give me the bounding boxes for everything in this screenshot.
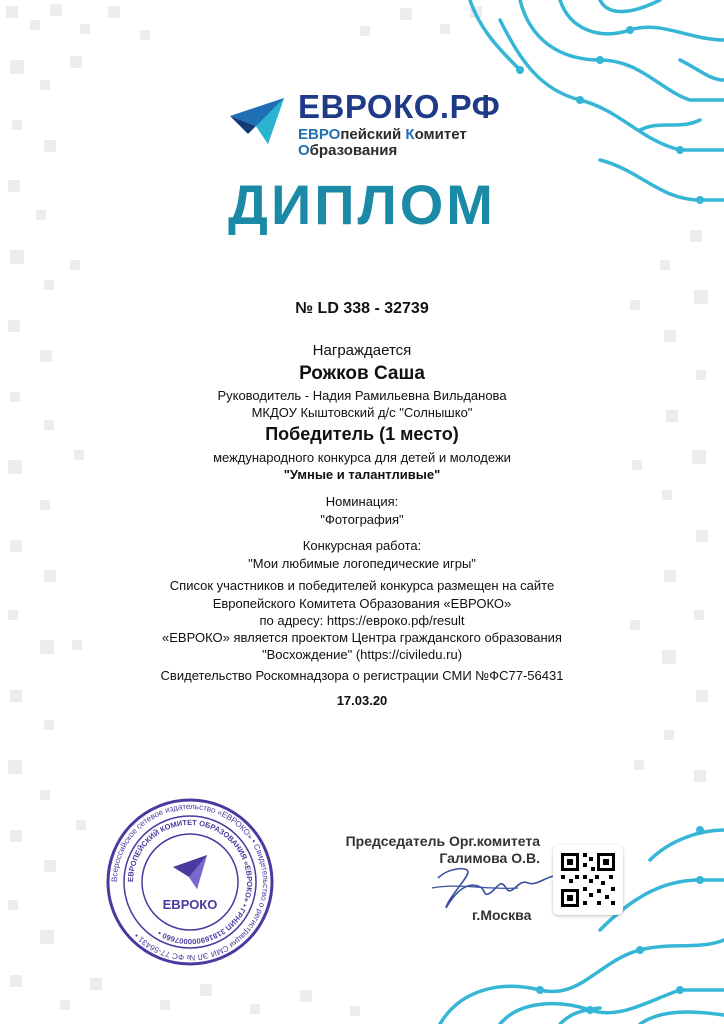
logo-sub-part: омитет	[414, 126, 467, 143]
recipient-name: Рожков Саша	[299, 363, 425, 384]
logo-sub-part: пейский	[340, 126, 406, 143]
signer-name: Галимова О.В.	[439, 850, 540, 866]
qr-code[interactable]	[553, 845, 623, 915]
logo-sub-part: О	[298, 142, 310, 159]
contest-description: международного конкурса для детей и молодежи	[213, 450, 511, 465]
evroko-logo	[228, 88, 508, 158]
stamp-outer-text: Всероссийское сетевое издательство «ЕВРОКО» • Свидетельство о регистрации СМИ ЭЛ № ФС 77-56431 •	[109, 801, 271, 963]
logo-sub-part: бразования	[309, 142, 398, 159]
organization-stamp	[105, 797, 275, 967]
nomination-value: "Фотография"	[320, 512, 404, 527]
info-line: по адресу: https://евроко.рф/result	[259, 613, 465, 628]
info-line: "Восхождение" (https://civiledu.ru)	[261, 647, 463, 662]
work-value: "Мои любимые логопедические игры"	[248, 556, 476, 571]
supervisor-line: Руководитель - Надия Рамильевна Вильданова	[217, 388, 507, 403]
logo-sub-part: ЕВРО	[298, 126, 341, 143]
top-right-brain-lines	[470, 0, 724, 200]
info-line: Европейского Комитета Образования «ЕВРОКО»	[212, 596, 512, 611]
logo-subtitle	[298, 127, 467, 159]
stamp-inner-text: ЕВРОПЕЙСКИЙ КОМИТЕТ ОБРАЗОВАНИЯ «ЕВРОКО» • ГРНИП 318169000007660 •	[125, 817, 255, 947]
paper-plane-logo-icon	[228, 94, 288, 146]
diploma-number: № LD 338 - 32739	[295, 300, 429, 317]
logo-title: ЕВРОКО.РФ	[298, 88, 501, 125]
stamp-center-text: ЕВРОКО	[162, 897, 218, 912]
institution-line: МКДОУ Кыштовский д/с "Солнышко"	[251, 405, 473, 420]
registration-line: Свидетельство Роскомнадзора о регистрации СМИ №ФС77-56431	[160, 668, 564, 683]
issue-date: 17.03.20	[336, 693, 388, 708]
info-line: «ЕВРОКО» является проектом Центра гражданского образования	[162, 630, 562, 645]
stamp-plane-icon	[173, 855, 207, 889]
logo-sub-part: К	[405, 126, 415, 143]
info-line: Список участников и победителей конкурса размещен на сайте	[169, 578, 555, 593]
work-label: Конкурсная работа:	[302, 538, 422, 553]
awarded-label: Награждается	[312, 342, 412, 359]
contest-name: "Умные и талантливые"	[283, 467, 441, 482]
signer-city: г.Москва	[472, 907, 532, 923]
nomination-label: Номинация:	[325, 494, 399, 509]
qr-code-icon	[553, 845, 623, 915]
diploma-title: ДИПЛОМ	[228, 173, 496, 236]
place-title: Победитель (1 место)	[265, 424, 459, 444]
signer-title: Председатель Орг.комитета	[345, 833, 540, 849]
